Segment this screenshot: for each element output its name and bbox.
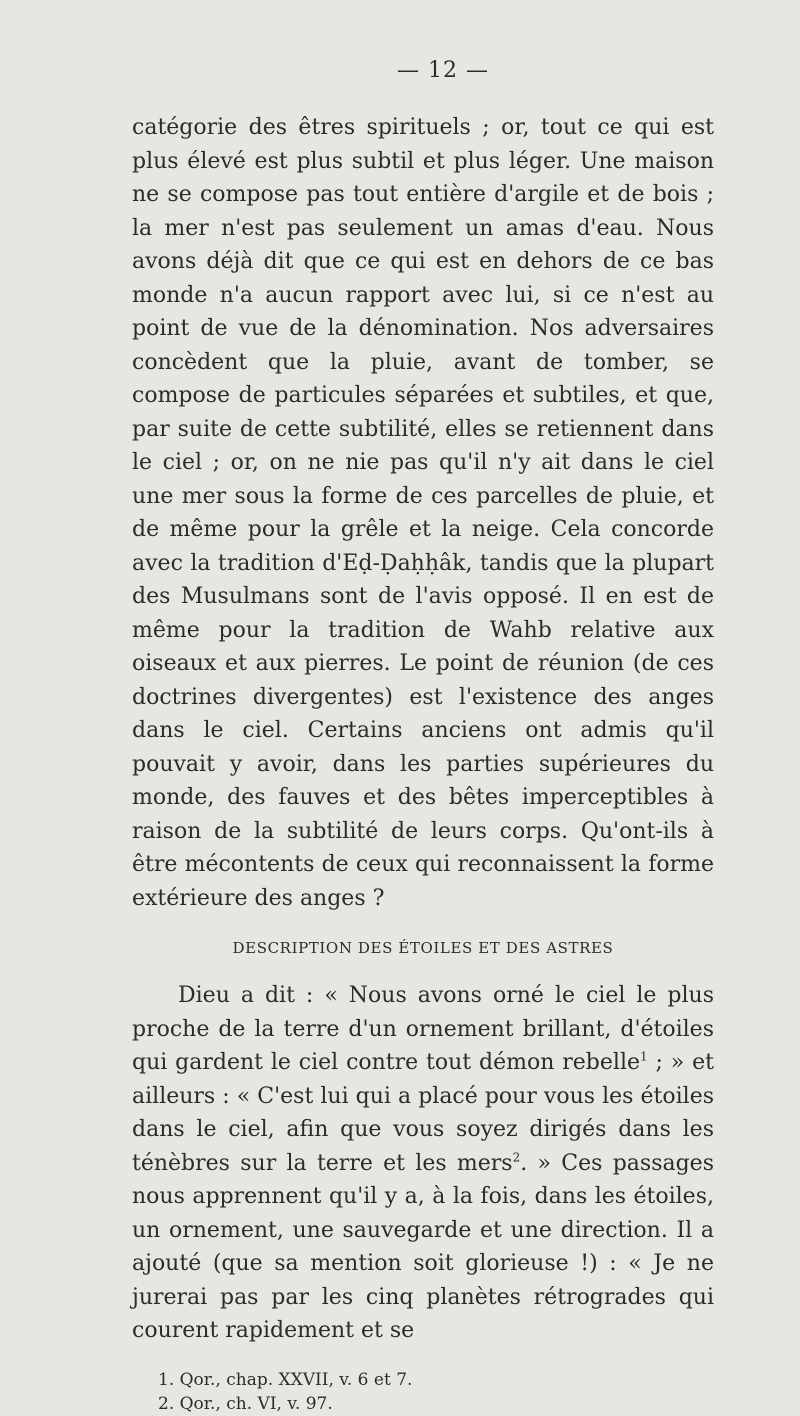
page-number: — 12 —: [397, 58, 489, 83]
paragraph: [132, 979, 714, 1348]
footnote: 2. Qor., ch. VI, v. 97.: [158, 1393, 333, 1414]
footnote: 1. Qor., chap. XXVII, v. 6 et 7.: [158, 1369, 413, 1390]
footnote-reference: 2: [512, 1150, 521, 1165]
paragraph-text: . » Ces passages nous apprennent qu'il y a, à la fois, dans les étoiles, un ornement, une sauvegarde et une direction. Il a ajouté (que sa mention soit glorieuse !) : « Je ne jurerai pas par les cinq planètes rétrogrades qui courent rapidement et se: [132, 1150, 714, 1343]
footnote-reference: 1: [640, 1049, 648, 1064]
paragraph: catégorie des êtres spirituels ; or, tout ce qui est plus élevé est plus subtil et plus léger. Une maison ne se compose pas tout entière d'argile et de bois ; la mer n'est pas seulement un amas d'eau. Nous avons déjà dit que ce qui est en dehors de ce bas monde n'a aucun rapport avec lui, si ce n'est au point de vue de la dénomination. Nos adversaires concèdent que la pluie, avant de tomber, se compose de particules séparées et subtiles, et que, par suite de cette subtilité, elles se retiennent dans le ciel ; or, on ne nie pas qu'il n'y ait dans le ciel une mer sous la forme de ces parcelles de pluie, et de même pour la grêle et la neige. Cela concorde avec la tradition d'Eḍ-Ḍaḥḥâk, tandis que la plupart des Musulmans sont de l'avis opposé. Il en est de même pour la tradition de Wahb relative aux oiseaux et aux pierres. Le point de réunion (de ces doctrines divergentes) est l'existence des anges dans le ciel. Certains anciens ont admis qu'il pouvait y avoir, dans les parties supérieures du monde, des fauves et des bêtes imperceptibles à raison de la subtilité de leurs corps. Qu'ont-ils à être mécontents de ceux qui reconnaissent la forme extérieure des anges ?: [132, 115, 714, 911]
paragraph-text: Dieu a dit : « Nous avons orné le ciel le plus proche de la terre d'un ornement brillant, d'étoiles qui gardent le ciel contre tout démon rebelle: [132, 983, 714, 1075]
section-heading: DESCRIPTION DES ÉTOILES ET DES ASTRES: [232, 939, 614, 957]
footnotes: [132, 1368, 714, 1416]
paragraph-text: ; » et ailleurs : « C'est lui qui a placé pour vous les étoiles dans le ciel, afin que vous soyez dirigés dans les ténèbres sur la terre et les mers: [132, 1050, 715, 1176]
body-text: [132, 111, 714, 1348]
